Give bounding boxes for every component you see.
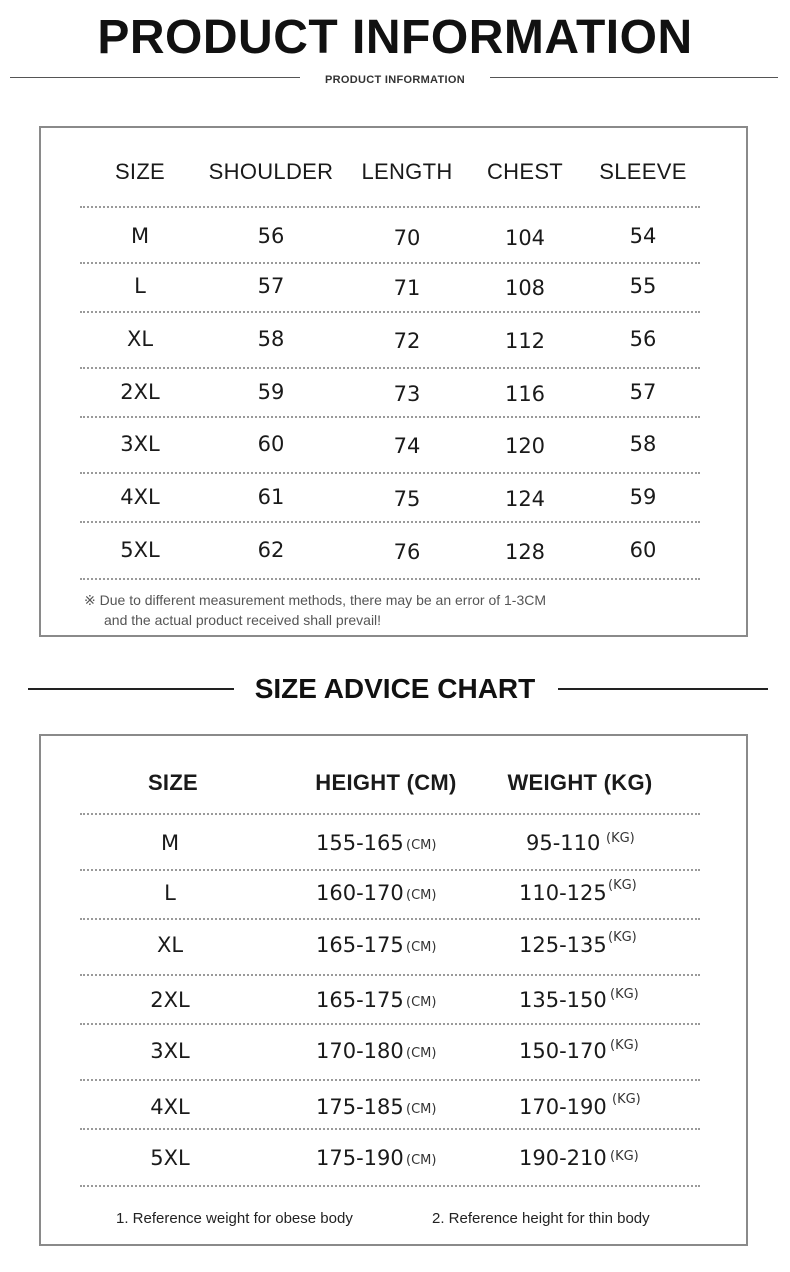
height-range: 165-175 [316,933,404,957]
weight-unit: (KG) [612,1092,641,1107]
weight-unit: (KG) [606,831,635,846]
weight-range: 135-150 [519,988,607,1012]
measure-cell: 59 [257,380,285,404]
height-range: 175-190 [316,1146,404,1170]
row-separator [80,472,700,474]
size-cell: L [134,274,146,298]
row-separator [80,311,700,313]
measure-cell: 60 [629,538,657,562]
size-cell: 3XL [120,432,160,456]
divider-right [490,77,778,78]
measurement-note-line2: and the actual product received shall prevail! [104,612,382,628]
size-cell: M [160,831,180,855]
measure-cell: 59 [629,485,657,509]
weight-unit: (KG) [608,930,637,945]
measure-cell: 104 [504,226,546,250]
row-separator [80,206,700,208]
height-unit: (CM) [406,995,437,1010]
measure-cell: 70 [393,226,421,250]
measure-cell: 55 [629,274,657,298]
measure-cell: 108 [504,276,546,300]
column-header: HEIGHT (CM) [315,770,457,795]
footnote-weight: 1. Reference weight for obese body [116,1210,353,1227]
size-cell: XL [126,327,154,351]
height-unit: (CM) [406,1102,437,1117]
column-header: SLEEVE [599,159,687,184]
measure-cell: 54 [629,224,657,248]
size-advice-title: SIZE ADVICE CHART [254,673,536,704]
measure-cell: 76 [393,540,421,564]
measure-cell: 120 [504,434,546,458]
measure-cell: 57 [629,380,657,404]
measure-cell: 75 [393,487,421,511]
size-cell: 2XL [150,988,190,1012]
height-range: 175-185 [316,1095,404,1119]
measure-cell: 62 [257,538,285,562]
height-unit: (CM) [406,940,437,955]
weight-unit: (KG) [610,987,639,1002]
measure-cell: 56 [629,327,657,351]
weight-range: 190-210 [519,1146,607,1170]
weight-unit: (KG) [610,1038,639,1053]
column-header: WEIGHT (KG) [507,770,653,795]
height-range: 155-165 [316,831,404,855]
height-unit: (CM) [406,888,437,903]
row-separator [80,1023,700,1025]
size-cell: 5XL [150,1146,190,1170]
measure-cell: 60 [257,432,285,456]
page-title: PRODUCT INFORMATION [97,11,693,64]
row-separator [80,416,700,418]
row-separator [80,1185,700,1187]
row-separator [80,367,700,369]
row-separator [80,869,700,871]
size-cell: XL [156,933,184,957]
measure-cell: 58 [629,432,657,456]
size-cell: 4XL [150,1095,190,1119]
measure-cell: 61 [257,485,285,509]
weight-range: 125-135 [519,933,607,957]
page-subtitle: PRODUCT INFORMATION [325,74,465,86]
size-cell: 4XL [120,485,160,509]
measure-cell: 57 [257,274,285,298]
column-header: SIZE [114,159,166,184]
row-separator [80,262,700,264]
weight-range: 150-170 [519,1039,607,1063]
size-cell: 5XL [120,538,160,562]
row-separator [80,918,700,920]
height-range: 165-175 [316,988,404,1012]
divider-left [10,77,300,78]
measure-cell: 74 [393,434,421,458]
size-cell: 3XL [150,1039,190,1063]
row-separator [80,1079,700,1081]
footnote-height: 2. Reference height for thin body [432,1210,650,1227]
measurement-note-line1: ※ Due to different measurement methods, there may be an error of 1-3CM [84,592,547,608]
weight-unit: (KG) [610,1149,639,1164]
size-cell: M [130,224,150,248]
weight-range: 95-110 [526,831,601,855]
column-header: SHOULDER [208,159,334,184]
measure-cell: 72 [393,329,421,353]
height-unit: (CM) [406,1046,437,1061]
size-cell: L [164,881,176,905]
measure-cell: 71 [393,276,421,300]
size-cell: 2XL [120,380,160,404]
measure-cell: 112 [504,329,546,353]
row-separator [80,1128,700,1130]
measure-cell: 116 [504,382,546,406]
height-range: 160-170 [316,881,404,905]
measure-cell: 124 [504,487,546,511]
row-separator [80,813,700,815]
weight-range: 110-125 [519,881,607,905]
row-separator [80,974,700,976]
measure-cell: 128 [504,540,546,564]
row-separator [80,578,700,580]
height-range: 170-180 [316,1039,404,1063]
measure-cell: 56 [257,224,285,248]
row-separator [80,521,700,523]
height-unit: (CM) [406,838,437,853]
column-header: LENGTH [361,159,453,184]
column-header: CHEST [486,159,564,184]
height-unit: (CM) [406,1153,437,1168]
weight-unit: (KG) [608,878,637,893]
column-header: SIZE [147,770,199,795]
measure-cell: 58 [257,327,285,351]
measure-cell: 73 [393,382,421,406]
weight-range: 170-190 [519,1095,607,1119]
